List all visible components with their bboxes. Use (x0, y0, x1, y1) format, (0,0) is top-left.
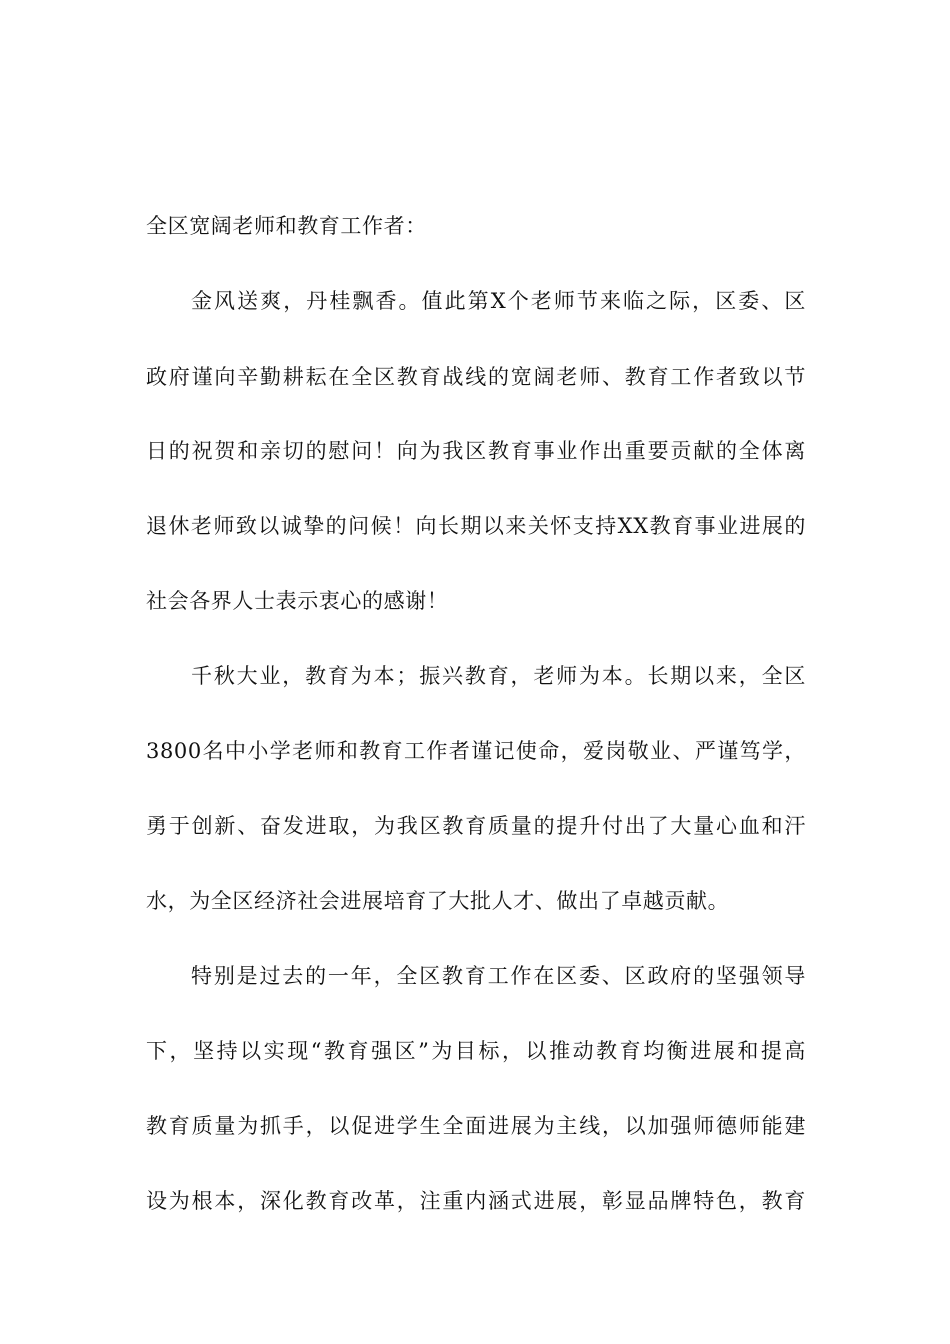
paragraph-1-line-4: 退休老师致以诚挚的问候！向长期以来关怀支持XX教育事业进展的 (146, 514, 806, 538)
paragraph-2-line-3: 勇于创新、奋发进取，为我区教育质量的提升付出了大量心血和汗 (146, 814, 806, 838)
paragraph-3-line-3: 教育质量为抓手，以促进学生全面进展为主线，以加强师德师能建 (146, 1114, 806, 1138)
paragraph-3-line-4: 设为根本，深化教育改革，注重内涵式进展，彰显品牌特色，教育 (146, 1189, 806, 1213)
paragraph-1-line-3: 日的祝贺和亲切的慰问！向为我区教育事业作出重要贡献的全体离 (146, 439, 806, 463)
paragraph-1-line-5: 社会各界人士表示衷心的感谢！ (146, 589, 449, 613)
paragraph-1-line-1: 金风送爽，丹桂飘香。值此第X个老师节来临之际，区委、区 (191, 289, 806, 313)
paragraph-2-line-1: 千秋大业，教育为本；振兴教育，老师为本。长期以来，全区 (191, 664, 806, 688)
paragraph-3-line-2: 下，坚持以实现“教育强区”为目标，以推动教育均衡进展和提高 (146, 1039, 806, 1063)
paragraph-2-line-4: 水，为全区经济社会进展培育了大批人才、做出了卓越贡献。 (146, 889, 730, 913)
salutation: 全区宽阔老师和教育工作者： (146, 214, 427, 238)
paragraph-1-line-2: 政府谨向辛勤耕耘在全区教育战线的宽阔老师、教育工作者致以节 (146, 365, 806, 389)
paragraph-2-line-2: 3800名中小学老师和教育工作者谨记使命，爱岗敬业、严谨笃学， (146, 739, 806, 763)
paragraph-3-line-1: 特别是过去的一年，全区教育工作在区委、区政府的坚强领导 (191, 964, 806, 988)
